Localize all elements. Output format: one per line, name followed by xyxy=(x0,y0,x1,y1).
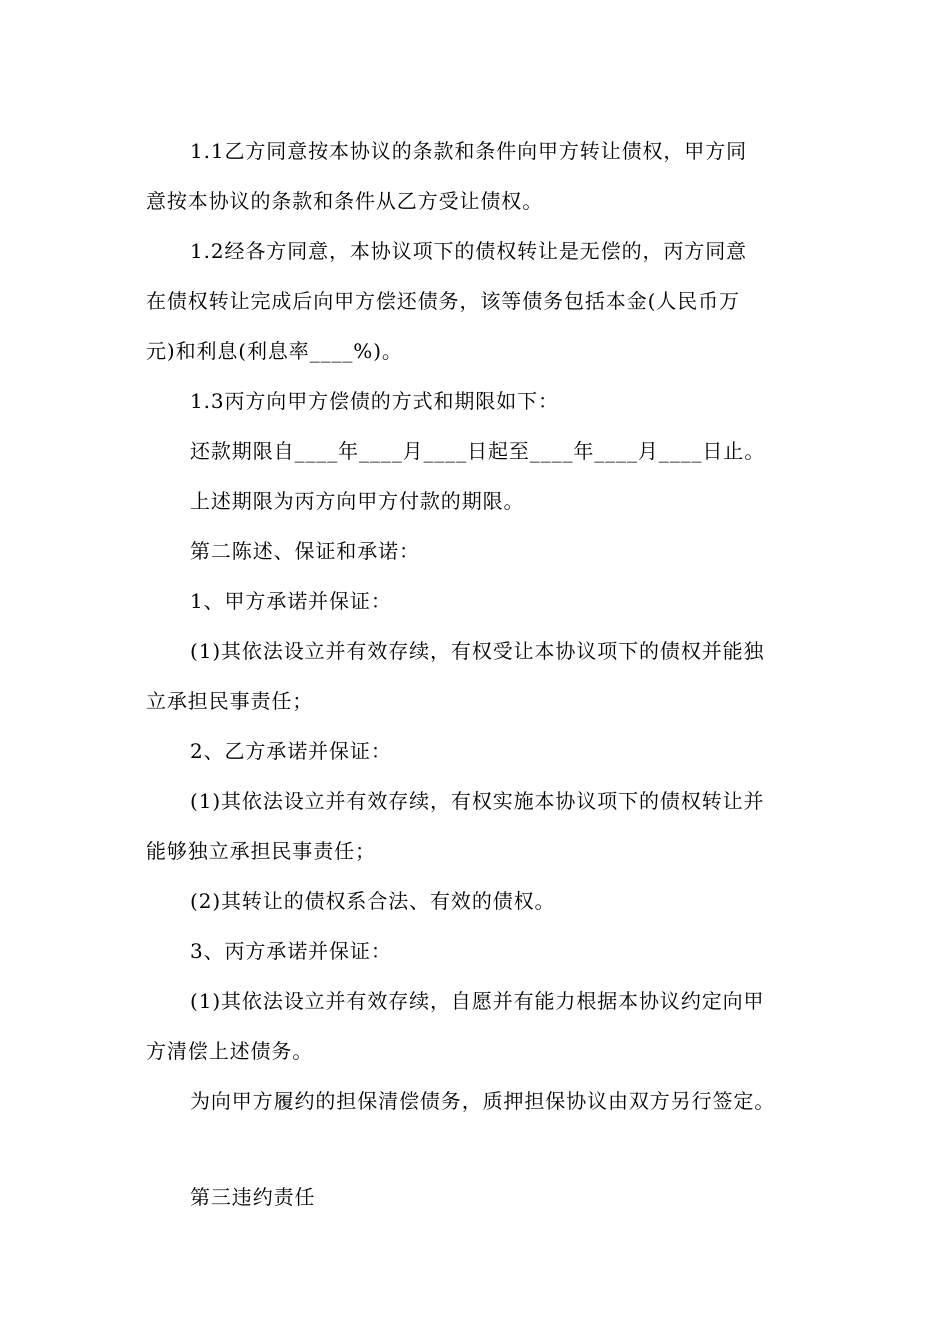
guarantee-note-line: 为向甲方履约的担保清偿债务，质押担保协议由双方另行签定。 xyxy=(190,1089,776,1113)
repayment-period-line: 还款期限自____年____月____日起至____年____月____日止。 xyxy=(190,439,766,463)
period-note-line: 上述期限为丙方向甲方付款的期限。 xyxy=(190,489,525,513)
clause-1-3-line: 1.3丙方向甲方偿债的方式和期限如下： xyxy=(190,389,559,413)
clause-1-2-line-1: 1.2经各方同意，本协议项下的债权转让是无偿的，丙方同意 xyxy=(190,239,748,263)
party-a-heading: 1、甲方承诺并保证： xyxy=(190,589,392,613)
clause-1-2-line-3: 元)和利息(利息率____%)。 xyxy=(146,339,403,363)
party-b-item-2-line: (2)其转让的债权系合法、有效的债权。 xyxy=(190,889,556,913)
clause-1-1-line-2: 意按本协议的条款和条件从乙方受让债权。 xyxy=(146,189,544,213)
party-a-item-1-line-2: 立承担民事责任； xyxy=(146,689,314,713)
party-c-item-1-line-1: (1)其依法设立并有效存续，自愿并有能力根据本协议约定向甲 xyxy=(190,989,765,1013)
party-a-item-1-line-1: (1)其依法设立并有效存续，有权受让本协议项下的债权并能独 xyxy=(190,639,765,663)
party-b-item-1-line-2: 能够独立承担民事责任； xyxy=(146,839,376,863)
party-c-heading: 3、丙方承诺并保证： xyxy=(190,939,392,963)
section-2-heading: 第二陈述、保证和承诺： xyxy=(190,539,420,563)
section-3-heading: 第三违约责任 xyxy=(190,1185,316,1209)
party-b-heading: 2、乙方承诺并保证： xyxy=(190,739,392,763)
clause-1-1-line-1: 1.1乙方同意按本协议的条款和条件向甲方转让债权，甲方同 xyxy=(190,139,748,163)
party-c-item-1-line-2: 方清偿上述债务。 xyxy=(146,1039,314,1063)
party-b-item-1-line-1: (1)其依法设立并有效存续，有权实施本协议项下的债权转让并 xyxy=(190,789,765,813)
clause-1-2-line-2: 在债权转让完成后向甲方偿还债务，该等债务包括本金(人民币万 xyxy=(146,289,740,313)
